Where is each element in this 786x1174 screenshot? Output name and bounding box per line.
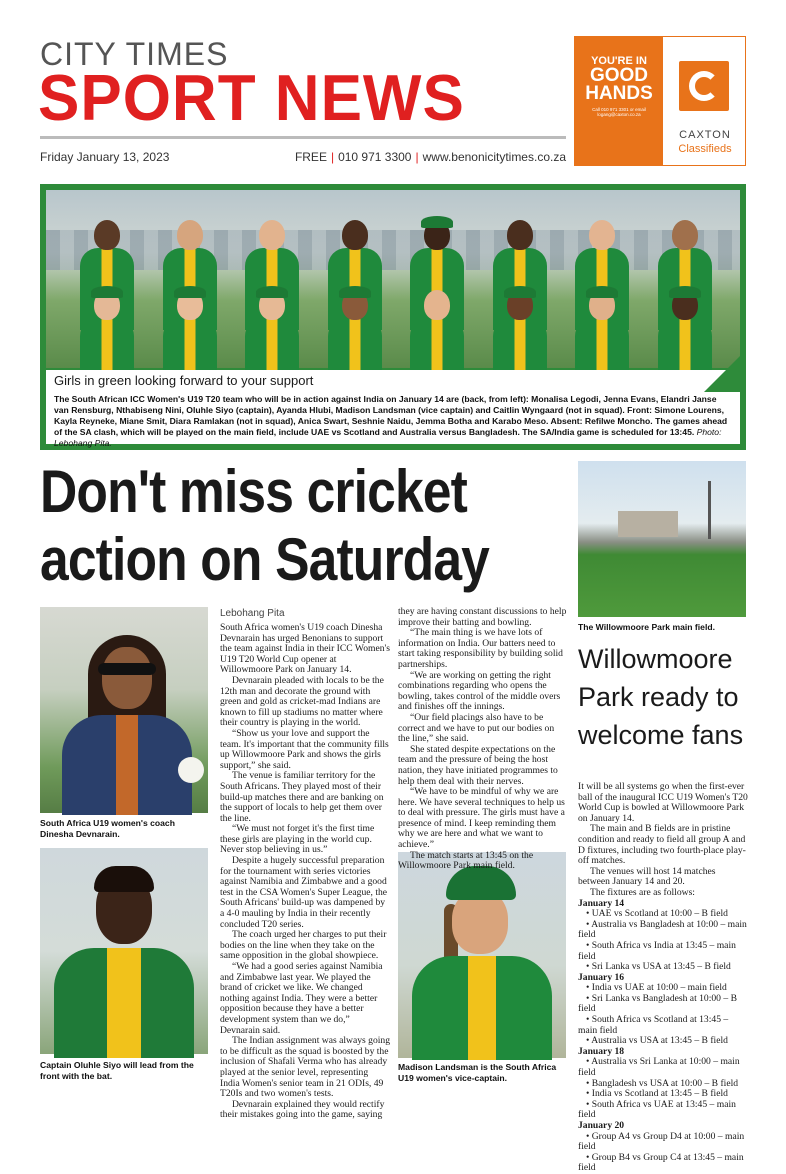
captain-photo <box>40 848 208 1054</box>
caxton-logo-icon <box>679 61 729 111</box>
advert-line-1: YOU'RE IN <box>591 55 647 67</box>
masthead-divider <box>40 136 566 139</box>
paragraph: The fixtures are as follows: <box>590 886 695 898</box>
team-photo-box <box>40 184 746 450</box>
advert-sub: Classifieds <box>678 143 732 155</box>
masthead-info <box>40 150 566 168</box>
paragraph: The main and B fields are in pristine condition and ready to field all group A and D fixtures, including two fourth-place play-off matches. <box>578 823 746 867</box>
paragraph: Devnarain explained they would rectify their mistakes going into the game, saying <box>220 1098 385 1121</box>
fixtures-column <box>578 782 748 1174</box>
vice-captain-caption: Madison Landsman is the South Africa U19 women's vice-captain. <box>398 1062 557 1083</box>
advert-brand: CAXTON <box>679 129 731 141</box>
coach-photo <box>40 607 208 813</box>
headline-line-2: action on Saturday <box>40 526 490 593</box>
sidebar-headline: Willowmoore Park ready to welcome fans <box>578 644 744 750</box>
phone-number: 010 971 3300 <box>338 150 412 164</box>
fixtures-list <box>578 899 748 1174</box>
advert-slogan <box>575 37 663 165</box>
fixture-item: • South Africa vs India at 13:45 – main field <box>578 939 736 962</box>
article-column-2 <box>398 607 568 872</box>
masthead-contact <box>295 150 566 164</box>
ground-photo <box>578 461 746 617</box>
fixture-day: January 20 <box>578 1120 625 1131</box>
coach-caption: South Africa U19 women's coach Dinesha Devnarain. <box>40 818 175 839</box>
caxton-advert[interactable] <box>574 36 746 166</box>
paragraph: they are having constant discussions to help improve their batting and bowling. <box>398 606 567 628</box>
free-label: FREE <box>294 150 327 164</box>
vice-captain-photo <box>398 849 566 1058</box>
paragraph: She stated despite expectations on the team and the pressure of being the host nation, they have initiated programmes to help them deal with their nerves. <box>398 743 558 787</box>
fixture-item: • Group A4 vs Group D4 at 10:00 – main field <box>578 1130 745 1153</box>
fixture-day: January 14 <box>578 897 625 909</box>
article-column-1 <box>220 623 390 1121</box>
team-caption <box>46 392 740 448</box>
fixture-item: • Australia vs USA at 13:45 – B field <box>586 1035 728 1047</box>
advert-line-3: HANDS <box>585 83 653 104</box>
byline: Lebohang Pita <box>220 608 285 619</box>
paragraph: “We had a good series against Namibia and Zimbabwe last year. We played the brand of cricket we like. We changed nothing against India. They were a better opposition because they have a better development system than we do,” Devnarain said. <box>220 961 383 1036</box>
paragraph: “The main thing is we have lots of information on India. Our batters need to start taking responsibility by building solid partnerships. <box>398 627 563 670</box>
caption-corner-shape <box>704 356 740 392</box>
fixture-item: • South Africa vs UAE at 13:45 – main field <box>578 1098 736 1121</box>
fixture-item: • Sri Lanka vs USA at 13:45 – B field <box>586 961 731 973</box>
website-link[interactable]: www.benonicitytimes.co.za <box>422 150 566 164</box>
team-caption-title-text: Girls in green looking forward to your support <box>54 373 314 388</box>
separator: | <box>330 150 335 164</box>
paragraph: Devnarain pleaded with locals to be the 12th man and decorate the ground with green and gold as cricket-mad Indians are known to fill up stadiums no matter where their country is playing in the world. <box>220 674 384 729</box>
fixture-day: January 16 <box>578 971 625 983</box>
main-headline <box>40 458 496 594</box>
captain-caption: Captain Oluhle Siyo will lead from the front with the bat. <box>40 1060 194 1081</box>
paragraph: It will be all systems go when the first-ever ball of the inaugural ICC U19 Women's T20 World Cup is bowled at Willowmoore Park on January 14. <box>578 781 748 824</box>
masthead-city: CITY TIMES <box>40 36 229 72</box>
paragraph: The venue is familiar territory for the South Africans. They played most of their build-up matches there and are banking on the support of locals to help get them over the line. <box>220 770 384 824</box>
fixture-day: January 18 <box>578 1045 625 1057</box>
fixture-item: • Australia vs Sri Lanka at 10:00 – main field <box>578 1056 740 1079</box>
paragraph: The Indian assignment was always going to be difficult as the squad is boosted by the inclusion of Shafali Verma who has already played at the senior level, representing India Women's senior team in 21 ODIs, 49 T20Is and two women's tests. <box>220 1035 390 1100</box>
fixture-item: • Bangladesh vs USA at 10:00 – B field <box>586 1077 739 1089</box>
masthead-title: SPORT NEWS <box>38 62 465 135</box>
fixture-item: • Sri Lanka vs Bangladesh at 10:00 – B field <box>578 992 737 1015</box>
paragraph: The venues will host 14 matches between January 14 and 20. <box>578 865 716 888</box>
fixture-item: • India vs UAE at 10:00 – main field <box>586 982 727 994</box>
paragraph: Despite a hugely successful preparation for the tournament with series victories against Namibia and Zimbabwe and a good test in the CSA Women's Super League, the South Africans' build-up was dampened by a 4-0 mauling by India in their recently concluded T20 series. <box>220 855 388 930</box>
fixture-item: • Australia vs Bangladesh at 10:00 – main field <box>578 918 747 941</box>
team-caption-text: The South African ICC Women's U19 T20 team who will be in action against India on January 14 are (back, from left): Monalisa Legodi, Jenna Evans, Elandri Janse van Rensburg, Nthabiseng Nini, Oluhle Siyo (captain), Ayanda Hlubi, Madison Landsman (vice captain) and Caitlin Wyngaard (not in squad). Front: Simone Lourens, Kayla Reyneke, Miane Smit, Diara Ramlakan (not in squad), Anica Swart, Seshnie Naidu, Jemma Botha and Karabo Meso. Absent: Refilwe Moncho. The games ahead of the SA clash, which will be played on the main field, include UAE vs Scotland and Australia versus Bangladesh. The SA/India game is scheduled for 13:45. <box>54 394 728 437</box>
paragraph: “Show us your love and support the team. It's important that the community fills up Willowmoore Park and shows the girls support,” she said. <box>220 727 389 771</box>
separator: | <box>415 150 419 164</box>
paragraph: “Our field placings also have to be correct and we have to put our bodies on the line,” she said. <box>398 711 555 745</box>
photo-credit: Photo: Lebohang Pita. <box>54 427 722 448</box>
advert-contact: Call 010 971 3301 or email logang@caxton.co.za <box>592 107 646 117</box>
team-caption-title <box>46 370 740 392</box>
fixture-item: • UAE vs Scotland at 10:00 – B field <box>586 908 728 920</box>
ground-caption: The Willowmoore Park main field. <box>578 622 715 632</box>
paragraph: The coach urged her charges to put their bodies on the line when they take on the same opposition in the global showpiece. <box>220 929 387 962</box>
paragraph: The match starts at 13:45 on the Willowmoore Park main field. <box>398 849 534 872</box>
paragraph: “We must not forget it's the first time these girls are playing in the world cup. Never stop believing in us.” <box>220 823 375 856</box>
paragraph: South Africa women's U19 coach Dinesha Devnarain has urged Benonians to support the team against India in their ICC Women's U19 T20 World Cup opener at Willowmoore Park on January 14. <box>220 622 390 676</box>
advert-line-2: GOOD <box>589 65 649 86</box>
fixture-item: • Group B4 vs Group C4 at 13:45 – main field <box>578 1151 744 1174</box>
issue-date: Friday January 13, 2023 <box>40 150 170 164</box>
paragraph: “We have to be mindful of why we are here. We have several techniques to help us to deal with pressure. The girls must have a presence of mind. I keep reminding them why we are here and what we want to achieve.” <box>398 786 565 851</box>
fixture-item: • South Africa vs Scotland at 13:45 – main field <box>578 1014 729 1036</box>
team-photo <box>46 190 740 368</box>
paragraph: “We are working on getting the right combinations regarding who opens the bowling, takes control of the middle overs and finishes off the innings. <box>398 669 561 713</box>
headline-line-1: Don't miss cricket <box>40 458 467 525</box>
fixture-item: • India vs Scotland at 13:45 – B field <box>586 1088 728 1100</box>
